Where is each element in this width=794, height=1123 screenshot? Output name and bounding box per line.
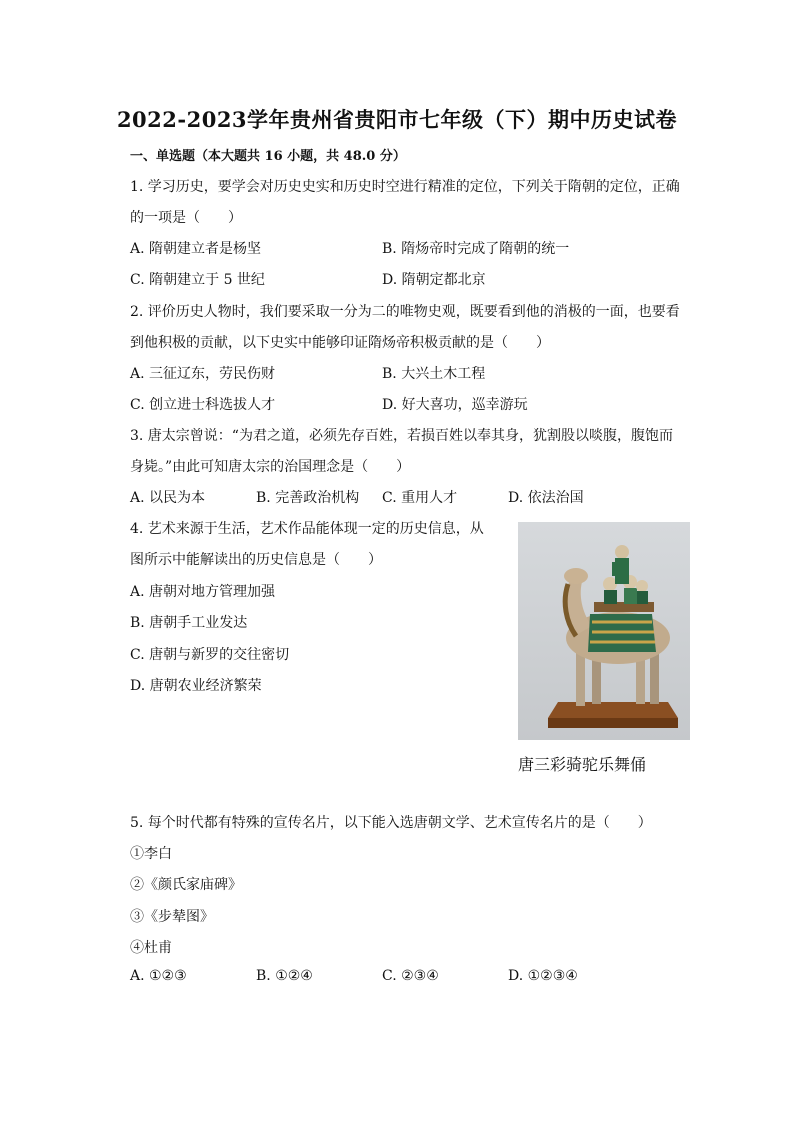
q3-option-c: C. 重用人才 [382, 490, 458, 506]
q4-stem-line-2: 图所示中能解读出的历史信息是（ ） [130, 552, 382, 568]
q4-stem-line-1: 4. 艺术来源于生活，艺术作品能体现一定的历史信息，从 [130, 521, 484, 537]
q5-item-4: ④杜甫 [130, 940, 172, 956]
q2-option-c: C. 创立进士科选拔人才 [130, 397, 276, 413]
q3-option-b: B. 完善政治机构 [256, 490, 360, 506]
q2-stem-line-2: 到他积极的贡献，以下史实中能够印证隋炀帝积极贡献的是（ ） [130, 335, 550, 351]
tang-sancai-camel-photo [518, 522, 690, 740]
section-heading: 一、单选题（本大题共 16 小题，共 48.0 分） [130, 149, 406, 164]
q4-option-d: D. 唐朝农业经济繁荣 [130, 678, 262, 694]
q2-option-a: A. 三征辽东，劳民伤财 [130, 366, 276, 382]
q1-option-d: D. 隋朝定都北京 [382, 272, 486, 288]
q5-item-3: ③《步辇图》 [130, 909, 214, 925]
q2-option-d: D. 好大喜功，巡幸游玩 [382, 397, 528, 413]
q5-item-2: ②《颜氏家庙碑》 [130, 877, 242, 893]
q3-stem-line-1: 3. 唐太宗曾说：“为君之道，必须先存百姓，若损百姓以奉其身，犹割股以啖腹，腹饱而 [130, 428, 673, 444]
q1-option-a: A. 隋朝建立者是杨坚 [130, 241, 262, 257]
q1-option-b: B. 隋炀帝时完成了隋朝的统一 [382, 241, 570, 257]
q4-option-c: C. 唐朝与新罗的交往密切 [130, 647, 290, 663]
q5-option-c: C. ②③④ [382, 968, 439, 984]
exam-title: 2022-2023学年贵州省贵阳市七年级（下）期中历史试卷 [116, 107, 678, 132]
q5-option-a: A. ①②③ [130, 968, 187, 984]
q3-option-d: D. 依法治国 [508, 490, 584, 506]
q5-option-b: B. ①②④ [256, 968, 313, 984]
q4-option-b: B. 唐朝手工业发达 [130, 615, 248, 631]
q3-stem-line-2: 身毙。”由此可知唐太宗的治国理念是（ ） [130, 459, 411, 475]
photo-caption: 唐三彩骑驼乐舞俑 [518, 755, 647, 774]
q5-item-1: ①李白 [130, 846, 172, 862]
q5-stem-line-1: 5. 每个时代都有特殊的宣传名片，以下能入选唐朝文学、艺术宣传名片的是（ ） [130, 815, 652, 831]
q1-stem-line-1: 1. 学习历史，要学会对历史史实和历史时空进行精准的定位，下列关于隋朝的定位，正确 [130, 179, 680, 195]
q4-option-a: A. 唐朝对地方管理加强 [130, 584, 276, 600]
q3-option-a: A. 以民为本 [130, 490, 206, 506]
q2-stem-line-1: 2. 评价历史人物时，我们要采取一分为二的唯物史观，既要看到他的消极的一面，也要看 [130, 304, 680, 320]
q2-option-b: B. 大兴土木工程 [382, 366, 486, 382]
q1-option-c: C. 隋朝建立于 5 世纪 [130, 272, 265, 288]
q1-stem-line-2: 的一项是（ ） [130, 210, 242, 226]
camel-figurine-illustration [518, 522, 690, 740]
q5-option-d: D. ①②③④ [508, 968, 578, 984]
